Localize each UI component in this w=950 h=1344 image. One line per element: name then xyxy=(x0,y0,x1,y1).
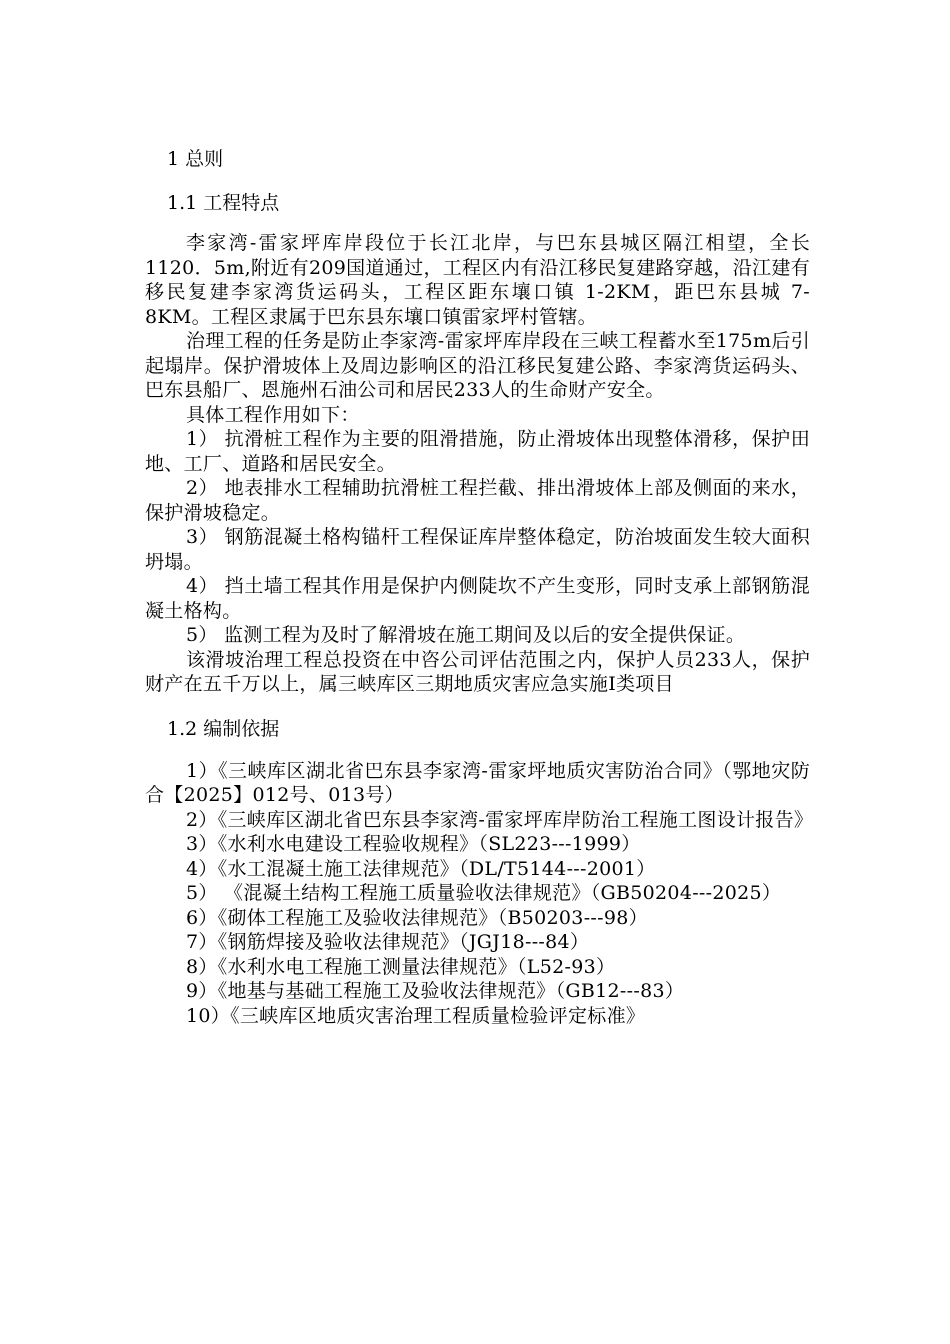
reference-item: 10）《三峡库区地质灾害治理工程质量检验评定标准》 xyxy=(186,1004,646,1027)
list-item: 2） 地表排水工程辅助抗滑桩工程拦截、排出滑坡体上部及侧面的来水，保护滑坡稳定。 xyxy=(145,477,810,524)
heading-project-features: 1.1 工程特点 xyxy=(167,192,280,214)
reference-item: 7）《钢筋焊接及验收法律规范》（JGJ18---84） xyxy=(186,931,590,953)
paragraph-location: 李家湾-雷家坪库岸段位于长江北岸，与巴东县城区隔江相望，全长1120．5m,附近有209国道通过，工程区内有沿江移民复建路穿越，沿江建有移民复建李家湾货运码头，工程区距东壤口镇 1-2KM，距巴东县城 7-8KM。工程区隶属于巴东县东壤口镇雷家坪村管辖。 xyxy=(145,232,810,328)
reference-item: 9）《地基与基础工程施工及验收法律规范》（GB12---83） xyxy=(186,980,685,1002)
reference-item: 8）《水利水电工程施工测量法律规范》（L52-93） xyxy=(186,955,616,978)
reference-item: 6）《砌体工程施工及验收法律规范》（B50203---98） xyxy=(186,906,648,929)
list-item: 3） 钢筋混凝土格构锚杆工程保证库岸整体稳定，防治坡面发生较大面积坍塌。 xyxy=(145,526,810,573)
section-project-features xyxy=(145,231,810,697)
heading-basis: 1.2 编制依据 xyxy=(167,717,280,740)
document-body xyxy=(145,143,814,1028)
reference-item: 1）《三峡库区湖北省巴东县李家湾-雷家坪地质灾害防治合同》（鄂地灾防合【2025】012号、013号） xyxy=(145,759,810,806)
reference-item: 2）《三峡库区湖北省巴东县李家湾-雷家坪库岸防治工程施工图设计报告》 xyxy=(186,808,814,831)
list-item: 5） 监测工程为及时了解滑坡在施工期间及以后的安全提供保证。 xyxy=(186,624,746,646)
paragraph-task: 治理工程的任务是防止李家湾-雷家坪库岸段在三峡工程蓄水至175m后引起塌岸。保护滑坡体上及周边影响区的沿江移民复建公路、李家湾货运码头、巴东县船厂、恩施州石油公司和居民233人的生命财产安全。 xyxy=(145,330,810,401)
list-item: 4） 挡土墙工程其作用是保护内侧陡坎不产生变形，同时支承上部钢筋混凝土格构。 xyxy=(145,575,810,622)
reference-list xyxy=(145,759,814,1029)
list-item: 1） 抗滑桩工程作为主要的阻滑措施，防止滑坡体出现整体滑移，保护田地、工厂、道路和居民安全。 xyxy=(145,428,810,475)
reference-item: 5） 《混凝土结构工程施工质量验收法律规范》（GB50204---2025） xyxy=(186,882,782,904)
heading-general: 1 总则 xyxy=(167,148,224,170)
reference-item: 3）《水利水电建设工程验收规程》（SL223---1999） xyxy=(186,833,641,855)
paragraph-investment: 该滑坡治理工程总投资在中咨公司评估范围之内，保护人员233人，保护财产在五千万以上，属三峡库区三期地质灾害应急实施Ⅰ类项目 xyxy=(145,648,810,695)
reference-item: 4）《水工混凝土施工法律规范》（DL/T5144---2001） xyxy=(186,857,656,880)
paragraph-intro: 具体工程作用如下： xyxy=(186,403,360,426)
